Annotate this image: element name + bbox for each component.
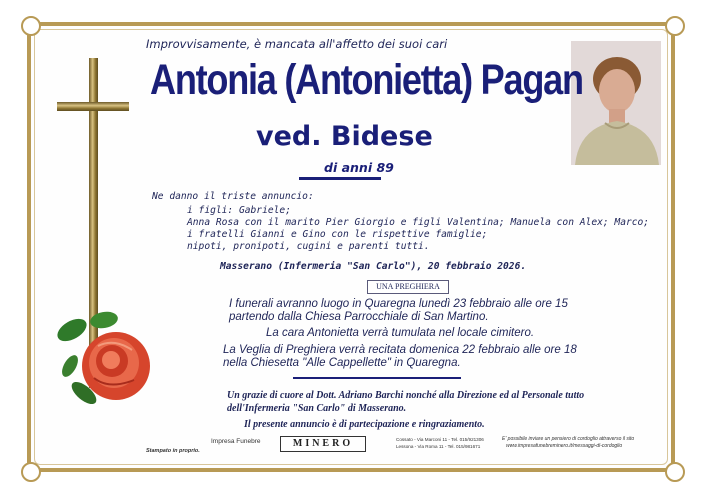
thanks-line: Un grazie di cuore al Dott. Adriano Barchi nonché alla Direzione ed al Personale tutto <box>227 390 585 401</box>
deceased-name: Antonia (Antonietta) Pagan <box>150 56 583 104</box>
family-line: Anna Rosa con il marito Pier Giorgio e figli Valentina; Manuela con Alex; Marco; <box>187 217 650 228</box>
thanks-line: dell'Infermeria "San Carlo" di Masserano. <box>227 403 407 414</box>
agency-logo: MINERO <box>280 436 366 452</box>
funeral-line: partendo dalla Chiesa Parrocchiale di San Martino. <box>229 311 489 323</box>
cross-bar <box>57 102 129 111</box>
condolence-link[interactable]: www.impresafunebreminero.it/messaggi-di-cordoglio <box>506 443 623 449</box>
family-line: i fratelli Gianni e Gino con le rispettive famiglie; <box>187 229 488 240</box>
printer-note: Stampato in proprio. <box>146 448 200 454</box>
rose-icon <box>54 308 166 408</box>
agency-address: Cossato - Via Marconi 11 - Tel. 015/921306 <box>396 437 484 442</box>
divider <box>299 177 381 180</box>
corner-ornament <box>665 462 685 482</box>
corner-ornament <box>665 16 685 36</box>
prayer-button[interactable]: UNA PREGHIERA <box>367 280 449 294</box>
intro-text: Improvvisamente, è mancata all'affetto dei suoi cari <box>146 37 448 51</box>
funeral-line: La cara Antonietta verrà tumulata nel locale cimitero. <box>266 327 535 339</box>
funeral-line: nella Chiesetta "Alle Cappellette" in Quaregna. <box>223 357 461 369</box>
condolence-note: E' possibile inviare un pensiero di cordoglio attraverso il sito <box>502 436 635 442</box>
portrait-photo <box>571 41 661 165</box>
age-text: di anni 89 <box>324 160 394 175</box>
family-line: nipoti, pronipoti, cugini e parenti tutti. <box>187 241 430 252</box>
married-name: ved. Bidese <box>256 121 433 152</box>
corner-ornament <box>21 16 41 36</box>
place-date: Masserano (Infermeria "San Carlo"), 20 febbraio 2026. <box>220 261 527 272</box>
announce-intro: Ne danno il triste annuncio: <box>152 191 314 202</box>
divider <box>293 377 461 379</box>
agency-address: Lessona - Via Roma 11 - Tel. 015/981671 <box>396 444 481 449</box>
family-line: i figli: Gabriele; <box>187 205 291 216</box>
corner-ornament <box>21 462 41 482</box>
agency-label: Impresa Funebre <box>211 438 261 445</box>
funeral-line: La Veglia di Preghiera verrà recitata domenica 22 febbraio alle ore 18 <box>223 344 577 356</box>
thanks-line: Il presente annuncio è di partecipazione e ringraziamento. <box>244 419 485 430</box>
funeral-line: I funerali avranno luogo in Quaregna lunedì 23 febbraio alle ore 15 <box>229 298 568 310</box>
